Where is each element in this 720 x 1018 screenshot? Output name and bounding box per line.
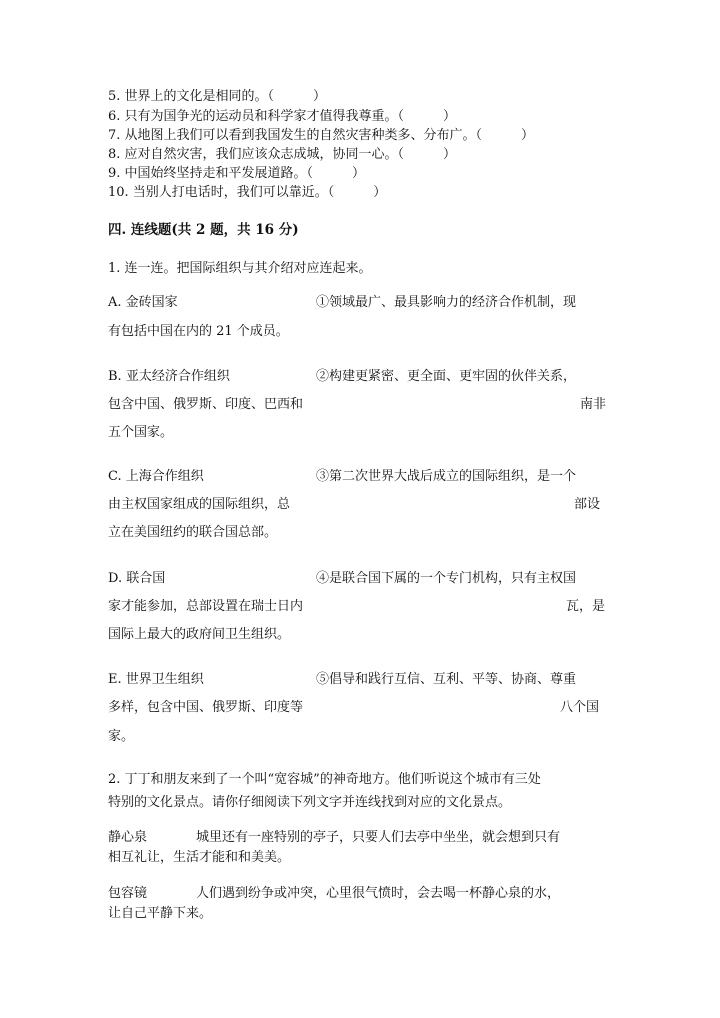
- desc-3-line1: ③第二次世界大战后成立的国际组织，是一个: [316, 469, 577, 484]
- org-a-name: A. 金砖国家: [108, 295, 178, 310]
- tf-item-8: 8. 应对自然灾害，我们应该众志成城，协同一心。（ ）: [108, 147, 457, 162]
- desc-2-line1: ②构建更紧密、更全面、更牢固的伙伴关系，: [316, 369, 577, 384]
- q1-prompt: 1. 连一连。把国际组织与其介绍对应连起来。: [108, 261, 372, 276]
- section-heading: 四. 连线题(共 2 题，共 16 分): [108, 222, 299, 238]
- org-e-name: E. 世界卫生组织: [108, 672, 204, 687]
- tf-item-10: 10. 当别人打电话时，我们可以靠近。（ ）: [108, 185, 387, 200]
- site-2-name: 包容镜: [108, 886, 148, 901]
- desc-3-line3: 立在美国纽约的联合国总部。: [108, 525, 278, 540]
- desc-2-line2-tail: 南非: [580, 397, 607, 412]
- desc-3-line2: 由主权国家组成的国际组织，总: [108, 497, 291, 512]
- desc-3-line2-tail: 部设: [574, 497, 601, 512]
- site-1-name: 静心泉: [108, 830, 148, 845]
- tf-item-6: 6. 只有为国争光的运动员和科学家才值得我尊重。（ ）: [108, 109, 457, 124]
- desc-4-line3: 国际上最大的政府间卫生组织。: [108, 627, 291, 642]
- desc-4-line2-tail: 瓦，是: [566, 599, 606, 614]
- q2-prompt-line2: 特别的文化景点。请你仔细阅读下列文字并连线找到对应的文化景点。: [108, 795, 512, 810]
- desc-5-line2-tail: 八个国: [560, 700, 600, 715]
- desc-2-line3: 五个国家。: [108, 425, 174, 440]
- desc-4-line2: 家才能参加，总部设置在瑞士日内: [108, 599, 304, 614]
- q2-prompt-line1: 2. 丁丁和朋友来到了一个叫“宽容城”的神奇地方。他们听说这个城市有三处: [108, 772, 541, 787]
- tf-item-9: 9. 中国始终坚持走和平发展道路。（ ）: [108, 166, 366, 181]
- desc-2-line2: 包含中国、俄罗斯、印度、巴西和: [108, 397, 304, 412]
- org-c-name: C. 上海合作组织: [108, 469, 204, 484]
- tf-item-7: 7. 从地图上我们可以看到我国发生的自然灾害种类多、分布广。（ ）: [108, 128, 535, 143]
- tf-item-5: 5. 世界上的文化是相同的。（ ）: [108, 89, 327, 104]
- desc-5-line1: ⑤倡导和践行互信、互利、平等、协商、尊重: [316, 672, 577, 687]
- desc-5-line2: 多样，包含中国、俄罗斯、印度等: [108, 700, 304, 715]
- site-2-desc-line1: 人们遇到纷争或冲突，心里很气愤时，会去喝一杯静心泉的水，: [196, 886, 561, 901]
- site-2-desc-line2: 让自己平静下来。: [108, 906, 213, 921]
- desc-4-line1: ④是联合国下属的一个专门机构，只有主权国: [316, 571, 577, 586]
- org-d-name: D. 联合国: [108, 571, 166, 586]
- org-b-name: B. 亚太经济合作组织: [108, 369, 230, 384]
- site-1-desc-line1: 城里还有一座特别的亭子，只要人们去亭中坐坐，就会想到只有: [196, 830, 561, 845]
- desc-1-line2: 有包括中国在内的 21 个成员。: [108, 324, 289, 339]
- desc-5-line3: 家。: [108, 729, 135, 744]
- site-1-desc-line2: 相互礼让，生活才能和和美美。: [108, 850, 291, 865]
- desc-1-line1: ①领域最广、最具影响力的经济合作机制，现: [316, 295, 577, 310]
